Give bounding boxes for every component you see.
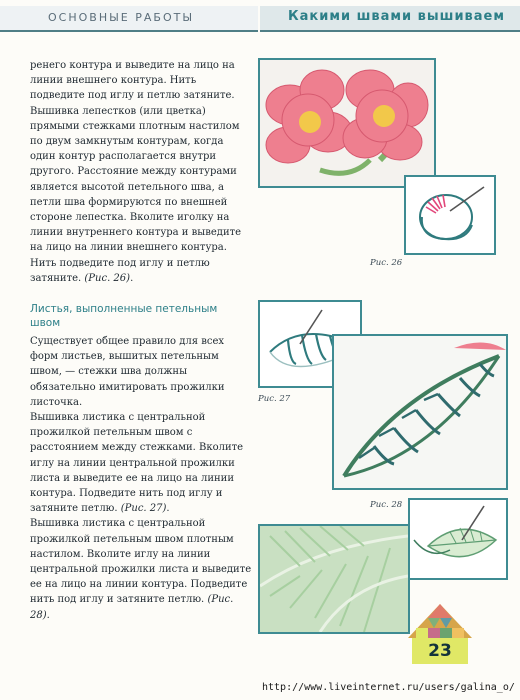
paragraph-general-rule: Существует общее правило для всех форм листьев, вышитых петельным швом, — стежки шва должны обязательно имитировать прожилки листочка. [30, 336, 225, 408]
figure-27-caption: Рис. 27 [258, 394, 291, 404]
chapter-title: Какими швами вышиваем [288, 9, 505, 24]
leaf-dense-stitch-diagram [410, 500, 506, 578]
leaf-embroidery-image [334, 336, 506, 488]
text-column-bottom [30, 334, 252, 623]
paragraph-petals: Вышивка лепестков (или цветка) прямыми стежками плотным настилом по двум замкнутым контурам, когда один контур располагается внутри другого. Расстояние между контурами является высотой петельного шва, а петли шва формируются по внешней стороне лепестка. Вколите иголку на линии внутреннего контура и выведите на лицо на линии внешнего контура. Нить подведите под иглу и петлю затяните. (Рис. 26). [30, 105, 242, 284]
footer-url: http://www.liveinternet.ru/users/galina_o/ [262, 682, 515, 693]
paragraph-petals-text: Вышивка лепестков (или цветка) прямыми стежками плотным настилом по двум замкнутым контурам, когда один контур располагается внутри другого. Расстояние между контурами является высотой петельного шва, а петли шва формируются по внешней стороне лепестка. Вколите иголку на линии внутреннего контура и выведите на лицо на линии внешнего контура. Нить подведите под иглу и петлю затяните. [30, 105, 242, 284]
figure-28-caption: Рис. 28 [370, 500, 403, 510]
page-header [0, 0, 520, 34]
text-column-top [30, 58, 252, 286]
paragraph-leaf-dense: Вышивка листика с центральной прожилкой петельным швом плотным настилом. Вколите иглу на линии центральной прожилки листа и выведите ее на лицо на линии контура. Подведите нить под иглу и затяните петлю. (Рис. 28). [30, 518, 252, 621]
figure-26-caption: Рис. 26 [370, 258, 403, 268]
petal-stitch-diagram [406, 177, 494, 253]
figure-ref-28: (Рис. 28) [30, 594, 234, 621]
paragraph-continuation: ренего контура и выведите на лицо на линии внешнего контура. Нить подведите под иглу и петлю затяните. [30, 60, 235, 102]
figure-28-photo [258, 524, 410, 634]
flower-embroidery-image [260, 60, 434, 186]
figure-ref-27: (Рис. 27) [120, 503, 167, 515]
figure-26-diagram [404, 175, 496, 255]
paragraph-leaf-spaced: Вышивка листика с центральной прожилкой петельным швом с расстоянием между стежками. Вколите иглу на линии центральной прожилки листа и выведите ее на лицо на линии контура. Подведите нить под иглу и затяните петлю. (Рис. 27). [30, 412, 244, 515]
figure-27-photo [332, 334, 508, 490]
figure-26-photo [258, 58, 436, 188]
page-number: 23 [412, 638, 468, 664]
subheading-leaves: Листья, выполненные петельным швом [30, 303, 218, 329]
paragraph-leaf-spaced-text: Вышивка листика с центральной прожилкой петельным швом с расстоянием между стежками. Вколите иглу на линии центральной прожилки листа и выведите ее на лицо на линии контура. Подведите нить под иглу и затяните петлю. [30, 412, 244, 515]
figure-28-diagram [408, 498, 508, 580]
figure-ref-26: (Рис. 26) [84, 272, 131, 284]
section-label: ОСНОВНЫЕ РАБОТЫ [48, 11, 195, 24]
paragraph-leaf-dense-text: Вышивка листика с центральной прожилкой петельным швом плотным настилом. Вколите иглу на линии центральной прожилки листа и выведите ее на лицо на линии контура. Подведите нить под иглу и затяните петлю. [30, 518, 252, 606]
dense-leaf-embroidery-image [260, 526, 408, 632]
patchwork-triangle-decoration [408, 604, 472, 638]
